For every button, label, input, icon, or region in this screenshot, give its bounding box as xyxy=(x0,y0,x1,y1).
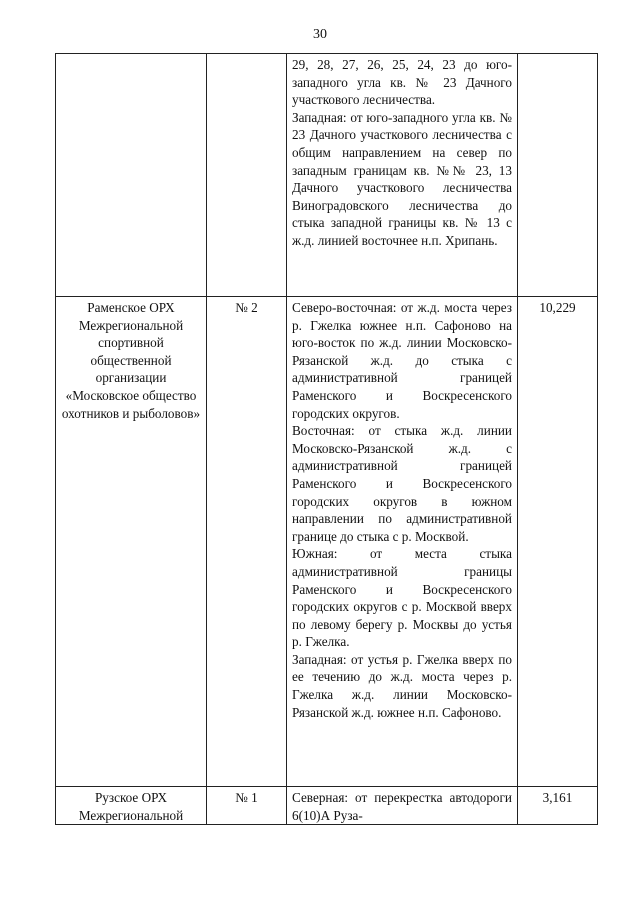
boundary-paragraph: Северная: от перекрестка автодороги 6(10)А Руза- xyxy=(292,790,512,823)
boundary-paragraph: Западная: от устья р. Гжелка вверх по ее течению до ж.д. моста через р. Гжелка ж.д. линии Московско-Рязанской ж.д. южнее н.п. Сафоново. xyxy=(292,651,512,720)
organization-cell xyxy=(56,54,207,297)
number-cell: № 2 xyxy=(207,297,287,787)
hunting-grounds-table xyxy=(55,53,598,825)
area-cell: 3,161 xyxy=(518,787,598,825)
area-cell xyxy=(518,54,598,297)
number-cell xyxy=(207,54,287,297)
number-cell: № 1 xyxy=(207,787,287,825)
boundary-description-cell xyxy=(287,787,518,825)
boundary-paragraph: Западная: от юго-западного угла кв. № 23 Дачного участкового лесничества с общим направлением на север по западным границам кв. №№ 23, 13 Дачного участкового лесничества Виноградовского лесничества до стыка западной границы кв. № 13 с ж.д. линией восточнее н.п. Хрипань. xyxy=(292,109,512,248)
table-row xyxy=(56,54,598,297)
boundary-paragraph: Восточная: от стыка ж.д. линии Московско-Рязанской ж.д. с административной границей Раменского и Воскресенского городских округов в южном направлении по административной границе до стыка с р. Москвой. xyxy=(292,423,512,544)
table-row xyxy=(56,297,598,787)
boundary-description-cell xyxy=(287,54,518,297)
organization-cell: Раменское ОРХ Межрегиональной спортивной общественной организации «Московское общество охотников и рыболовов» xyxy=(56,297,207,787)
boundary-paragraph: Северо-восточная: от ж.д. моста через р. Гжелка южнее н.п. Сафоново на юго-восток по ж.д. линии Московско-Рязанской ж.д. до стыка с административной границей Раменского и Воскресенского городских округов. xyxy=(292,300,512,421)
table-row xyxy=(56,787,598,825)
boundary-paragraph: Южная: от места стыка административной границы Раменского и Воскресенского городских округов с р. Москвой вверх по левому берегу р. Москвы до устья р. Гжелка. xyxy=(292,546,512,650)
boundary-description-cell xyxy=(287,297,518,787)
page-number: 30 xyxy=(313,27,327,42)
organization-cell: Рузское ОРХ Межрегиональной xyxy=(56,787,207,825)
area-cell: 10,229 xyxy=(518,297,598,787)
boundary-paragraph: 29, 28, 27, 26, 25, 24, 23 до юго-западного угла кв. № 23 Дачного участкового лесничества. xyxy=(292,57,512,108)
